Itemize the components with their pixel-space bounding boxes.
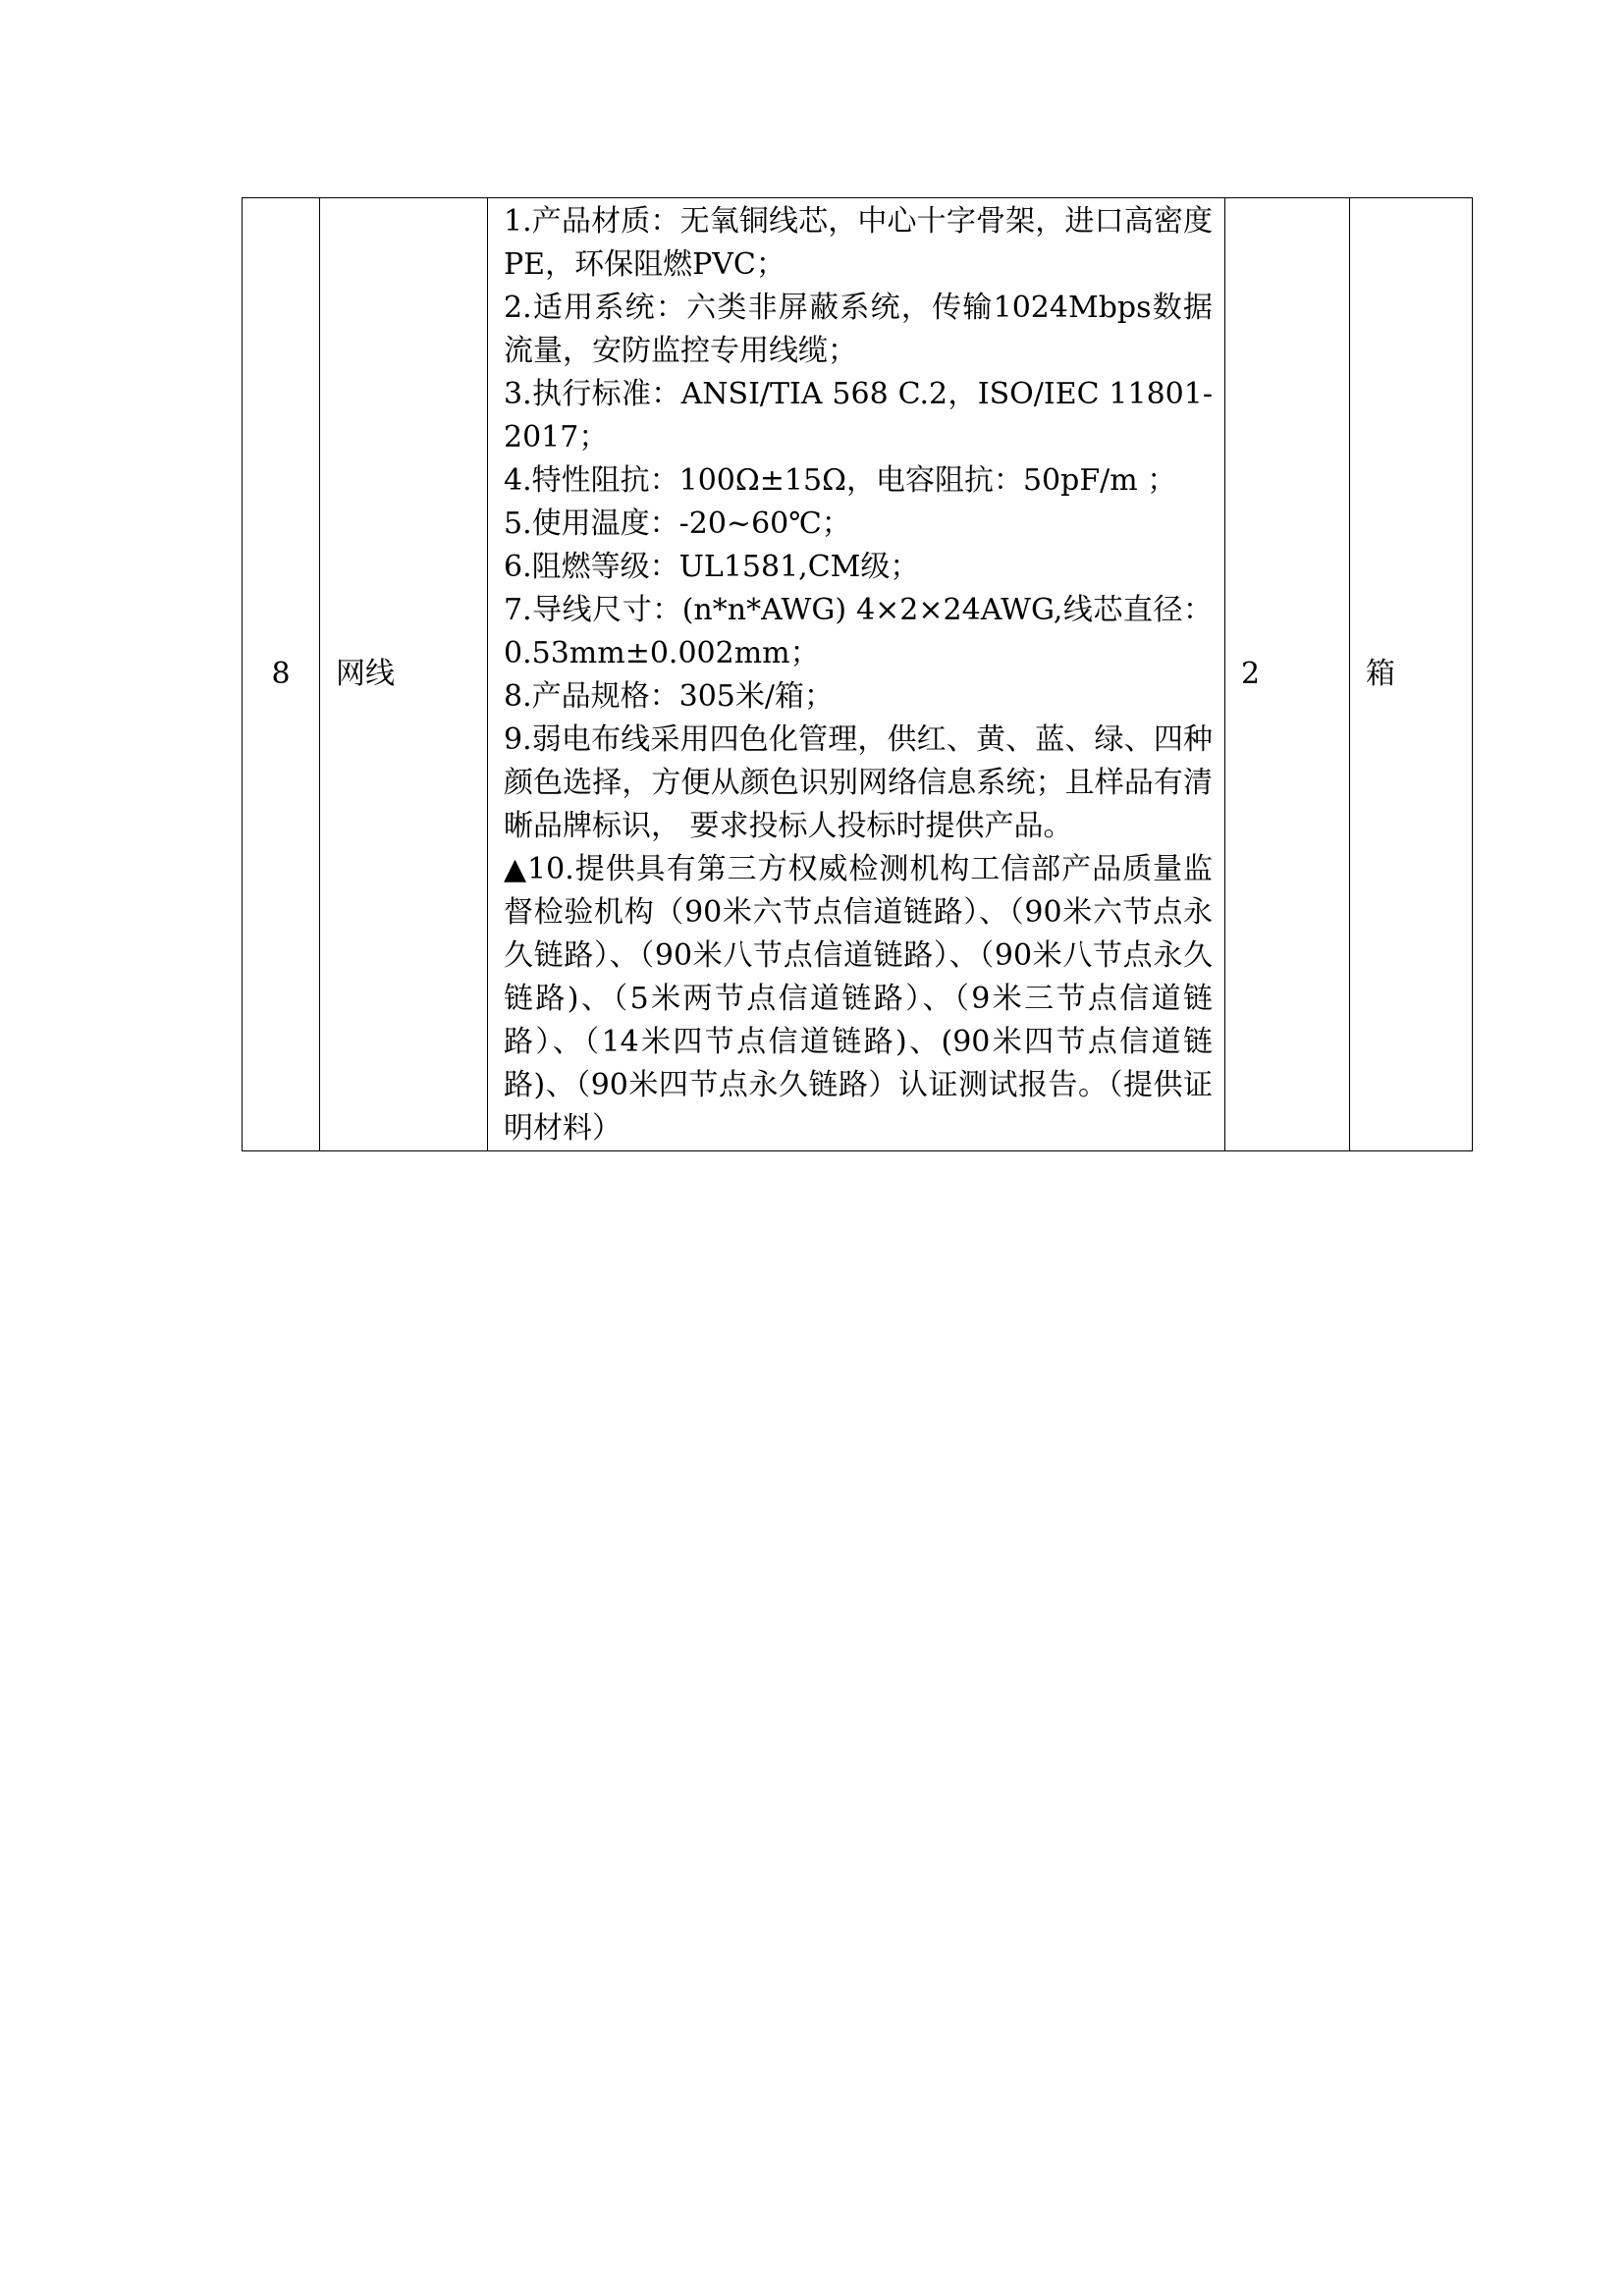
item-name: 网线 <box>320 198 488 1151</box>
spec-item-9: 9.弱电布线采用四色化管理，供红、黄、蓝、绿、四种颜色选择，方便从颜色识别网络信息系统；且样品有清晰品牌标识， 要求投标人投标时提供产品。 <box>504 722 1213 843</box>
spec-item-8: 8.产品规格：305米/箱； <box>504 679 834 714</box>
spec-item-7: 7.导线尺寸：(n*n*AWG) 4×2×24AWG,线芯直径：0.53mm±0.002mm； <box>504 593 1213 670</box>
item-index: 8 <box>243 198 320 1151</box>
spec-item-1: 1.产品材质：无氧铜线芯，中心十字骨架，进口高密度PE，环保阻燃PVC； <box>504 204 1213 282</box>
spec-item-10: ▲10.提供具有第三方权威检测机构工信部产品质量监督检验机构（90米六节点信道链路）、（90米六节点永久链路）、（90米八节点信道链路）、（90米八节点永久链路)、（5米两节点信道链路）、（9米三节点信道链路）、（14米四节点信道链路)、(90米四节点信道链路)、（90米四节点永久链路）认证测试报告。（提供证明材料） <box>504 852 1213 1146</box>
item-unit: 箱 <box>1350 198 1473 1151</box>
item-quantity: 2 <box>1225 198 1350 1151</box>
item-spec <box>488 198 1225 1151</box>
table-row <box>243 198 1473 1151</box>
spec-table <box>242 197 1473 1151</box>
spec-item-5: 5.使用温度：-20~60℃； <box>504 507 851 541</box>
spec-item-4: 4.特性阻抗：100Ω±15Ω，电容阻抗：50pF/m ； <box>504 463 1177 498</box>
spec-item-6: 6.阻燃等级：UL1581,CM级； <box>504 550 920 584</box>
spec-item-2: 2.适用系统：六类非屏蔽系统，传输1024Mbps数据流量，安防监控专用线缆； <box>504 291 1213 368</box>
spec-item-3: 3.执行标准：ANSI/TIA 568 C.2，ISO/IEC 11801-2017； <box>504 377 1213 454</box>
